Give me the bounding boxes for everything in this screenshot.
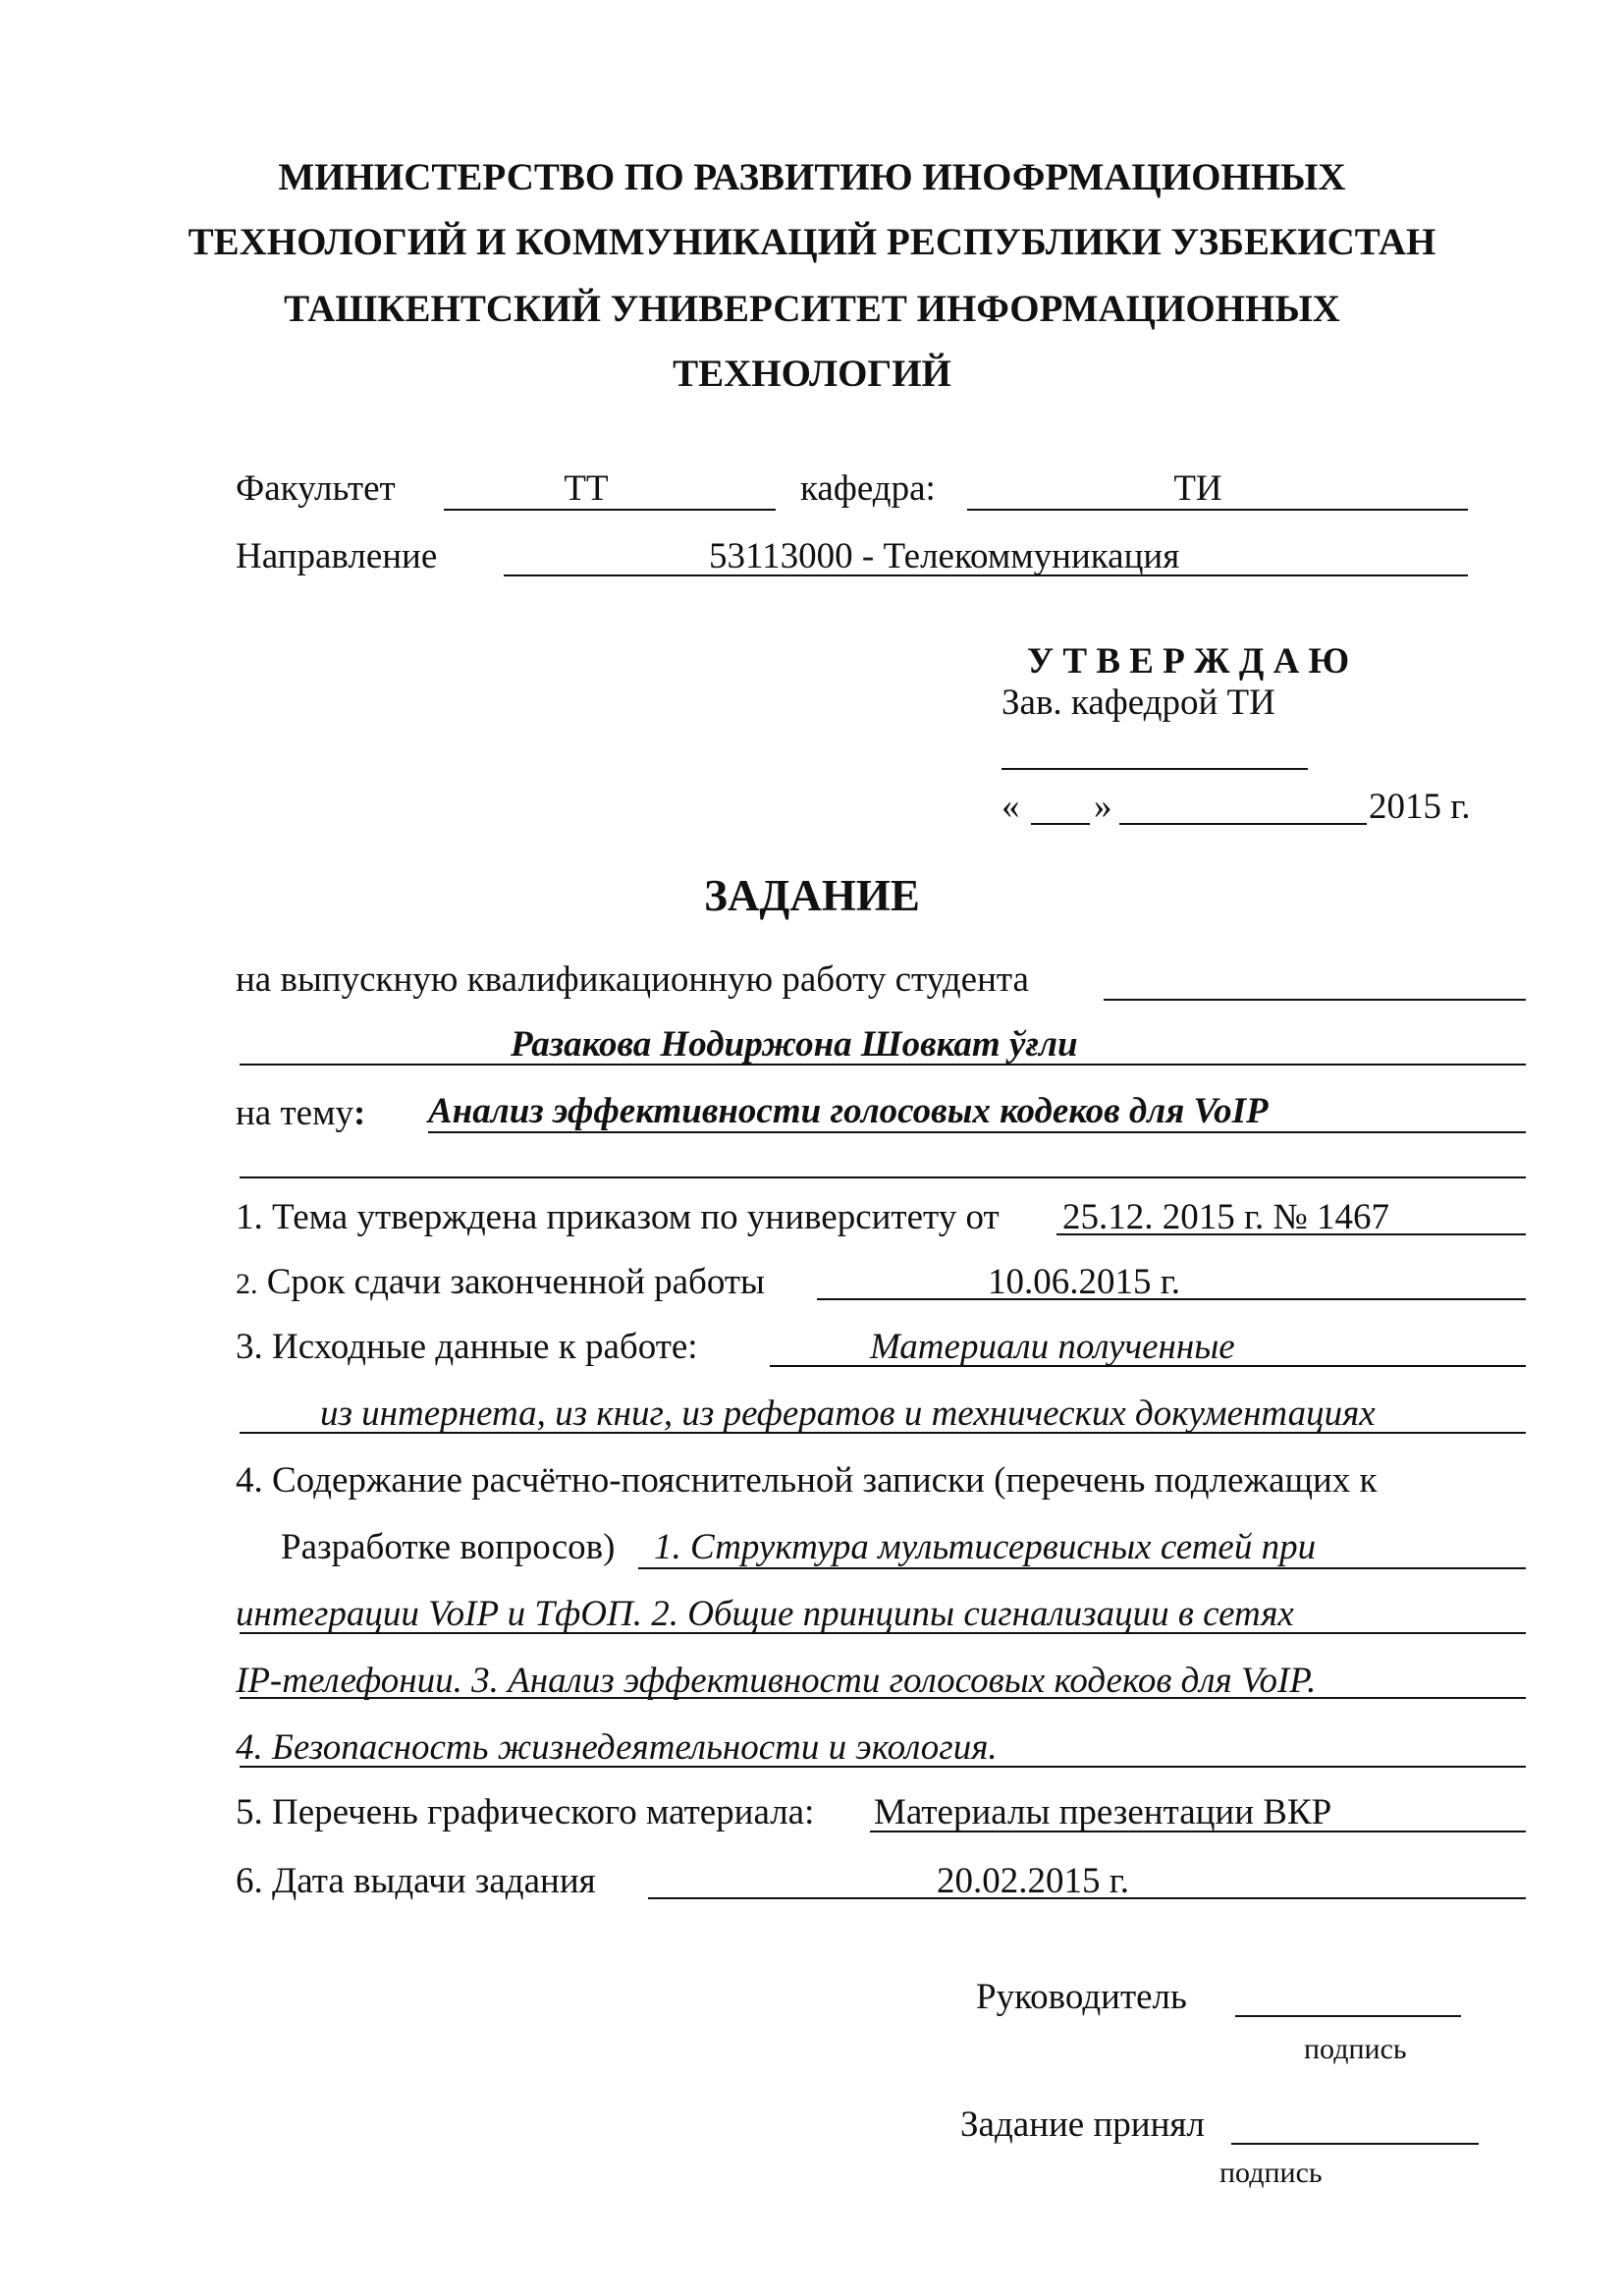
approval-date-mid: »	[1094, 787, 1112, 827]
university-line-2: ТЕХНОЛОГИЙ	[673, 353, 951, 395]
item5-value: Материалы презентации ВКР	[874, 1792, 1332, 1832]
student-label-underline	[1104, 999, 1526, 1001]
item3-value-2: из интернета, из книг, из рефератов и технических документациях	[320, 1394, 1376, 1434]
item3-value-1: Материали полученные	[870, 1327, 1235, 1367]
department-label: кафедра:	[800, 468, 936, 509]
department-value: ТИ	[1173, 468, 1222, 509]
ministry-line-2: ТЕХНОЛОГИЙ И КОММУНИКАЦИЙ РЕСПУБЛИКИ УЗБЕКИСТАН	[188, 221, 1436, 263]
topic-label: на тему:	[236, 1093, 366, 1133]
item3-label: 3. Исходные данные к работе:	[236, 1327, 698, 1367]
supervisor-signature-line	[1235, 2015, 1461, 2017]
direction-value: 53113000 - Телекоммуникация	[709, 536, 1180, 576]
faculty-label: Факультет	[236, 468, 396, 509]
direction-label: Направление	[236, 536, 438, 576]
item1-value: 25.12. 2015 г. № 1467	[1062, 1197, 1390, 1237]
supervisor-label: Руководитель	[976, 1977, 1187, 2017]
item4-value-4: 4. Безопасность жизнедеятельности и экология.	[236, 1727, 998, 1768]
approval-title: У Т В Е Р Ж Д А Ю	[1027, 641, 1350, 682]
item5-label: 5. Перечень графического материала:	[236, 1792, 815, 1832]
ministry-line-1: МИНИСТЕРСТВО ПО РАЗВИТИЮ ИНОФРМАЦИОННЫХ	[278, 156, 1346, 198]
student-label: на выпускную квалификационную работу студента	[236, 959, 1029, 1000]
faculty-value: ТТ	[564, 468, 609, 509]
topic-extra-underline	[240, 1176, 1526, 1178]
approval-date-open: «	[1001, 787, 1020, 827]
item2-value: 10.06.2015 г.	[988, 1262, 1181, 1302]
accepted-signature-line	[1231, 2143, 1479, 2145]
accepted-label: Задание принял	[960, 2105, 1205, 2145]
supervisor-caption: подпись	[1304, 2033, 1407, 2065]
assignment-title: ЗАДАНИЕ	[704, 871, 920, 920]
item4-label-2: Разработке вопросов)	[281, 1527, 616, 1567]
item6-label: 6. Дата выдачи задания	[236, 1861, 596, 1901]
approval-signature-line	[1001, 768, 1308, 770]
approval-month-line	[1119, 823, 1367, 825]
approval-position: Зав. кафедрой ТИ	[1001, 683, 1275, 723]
approval-day-line	[1031, 823, 1090, 825]
item4-value-2: интеграции VoIP и ТфОП. 2. Общие принципы сигнализации в сетях	[236, 1594, 1294, 1634]
item6-value: 20.02.2015 г.	[937, 1861, 1130, 1901]
accepted-caption: подпись	[1219, 2157, 1323, 2189]
item2-label: 2. Срок сдачи законченной работы	[236, 1262, 765, 1302]
item4-value-3: IP-телефонии. 3. Анализ эффективности голосовых кодеков для VoIP.	[236, 1661, 1317, 1701]
university-line-1: ТАШКЕНТСКИЙ УНИВЕРСИТЕТ ИНФОРМАЦИОННЫХ	[284, 288, 1340, 330]
item4-value-1: 1. Структура мультисервисных сетей при	[654, 1527, 1317, 1567]
student-name: Разакова Нодиржона Шовкат ўғли	[511, 1024, 1078, 1065]
topic-value: Анализ эффективности голосовых кодеков для VoIP	[428, 1091, 1269, 1131]
approval-year: 2015 г.	[1369, 787, 1471, 827]
item1-label: 1. Тема утверждена приказом по университету от	[236, 1197, 1000, 1237]
item4-label-1: 4. Содержание расчётно-пояснительной записки (перечень подлежащих к	[236, 1460, 1378, 1501]
